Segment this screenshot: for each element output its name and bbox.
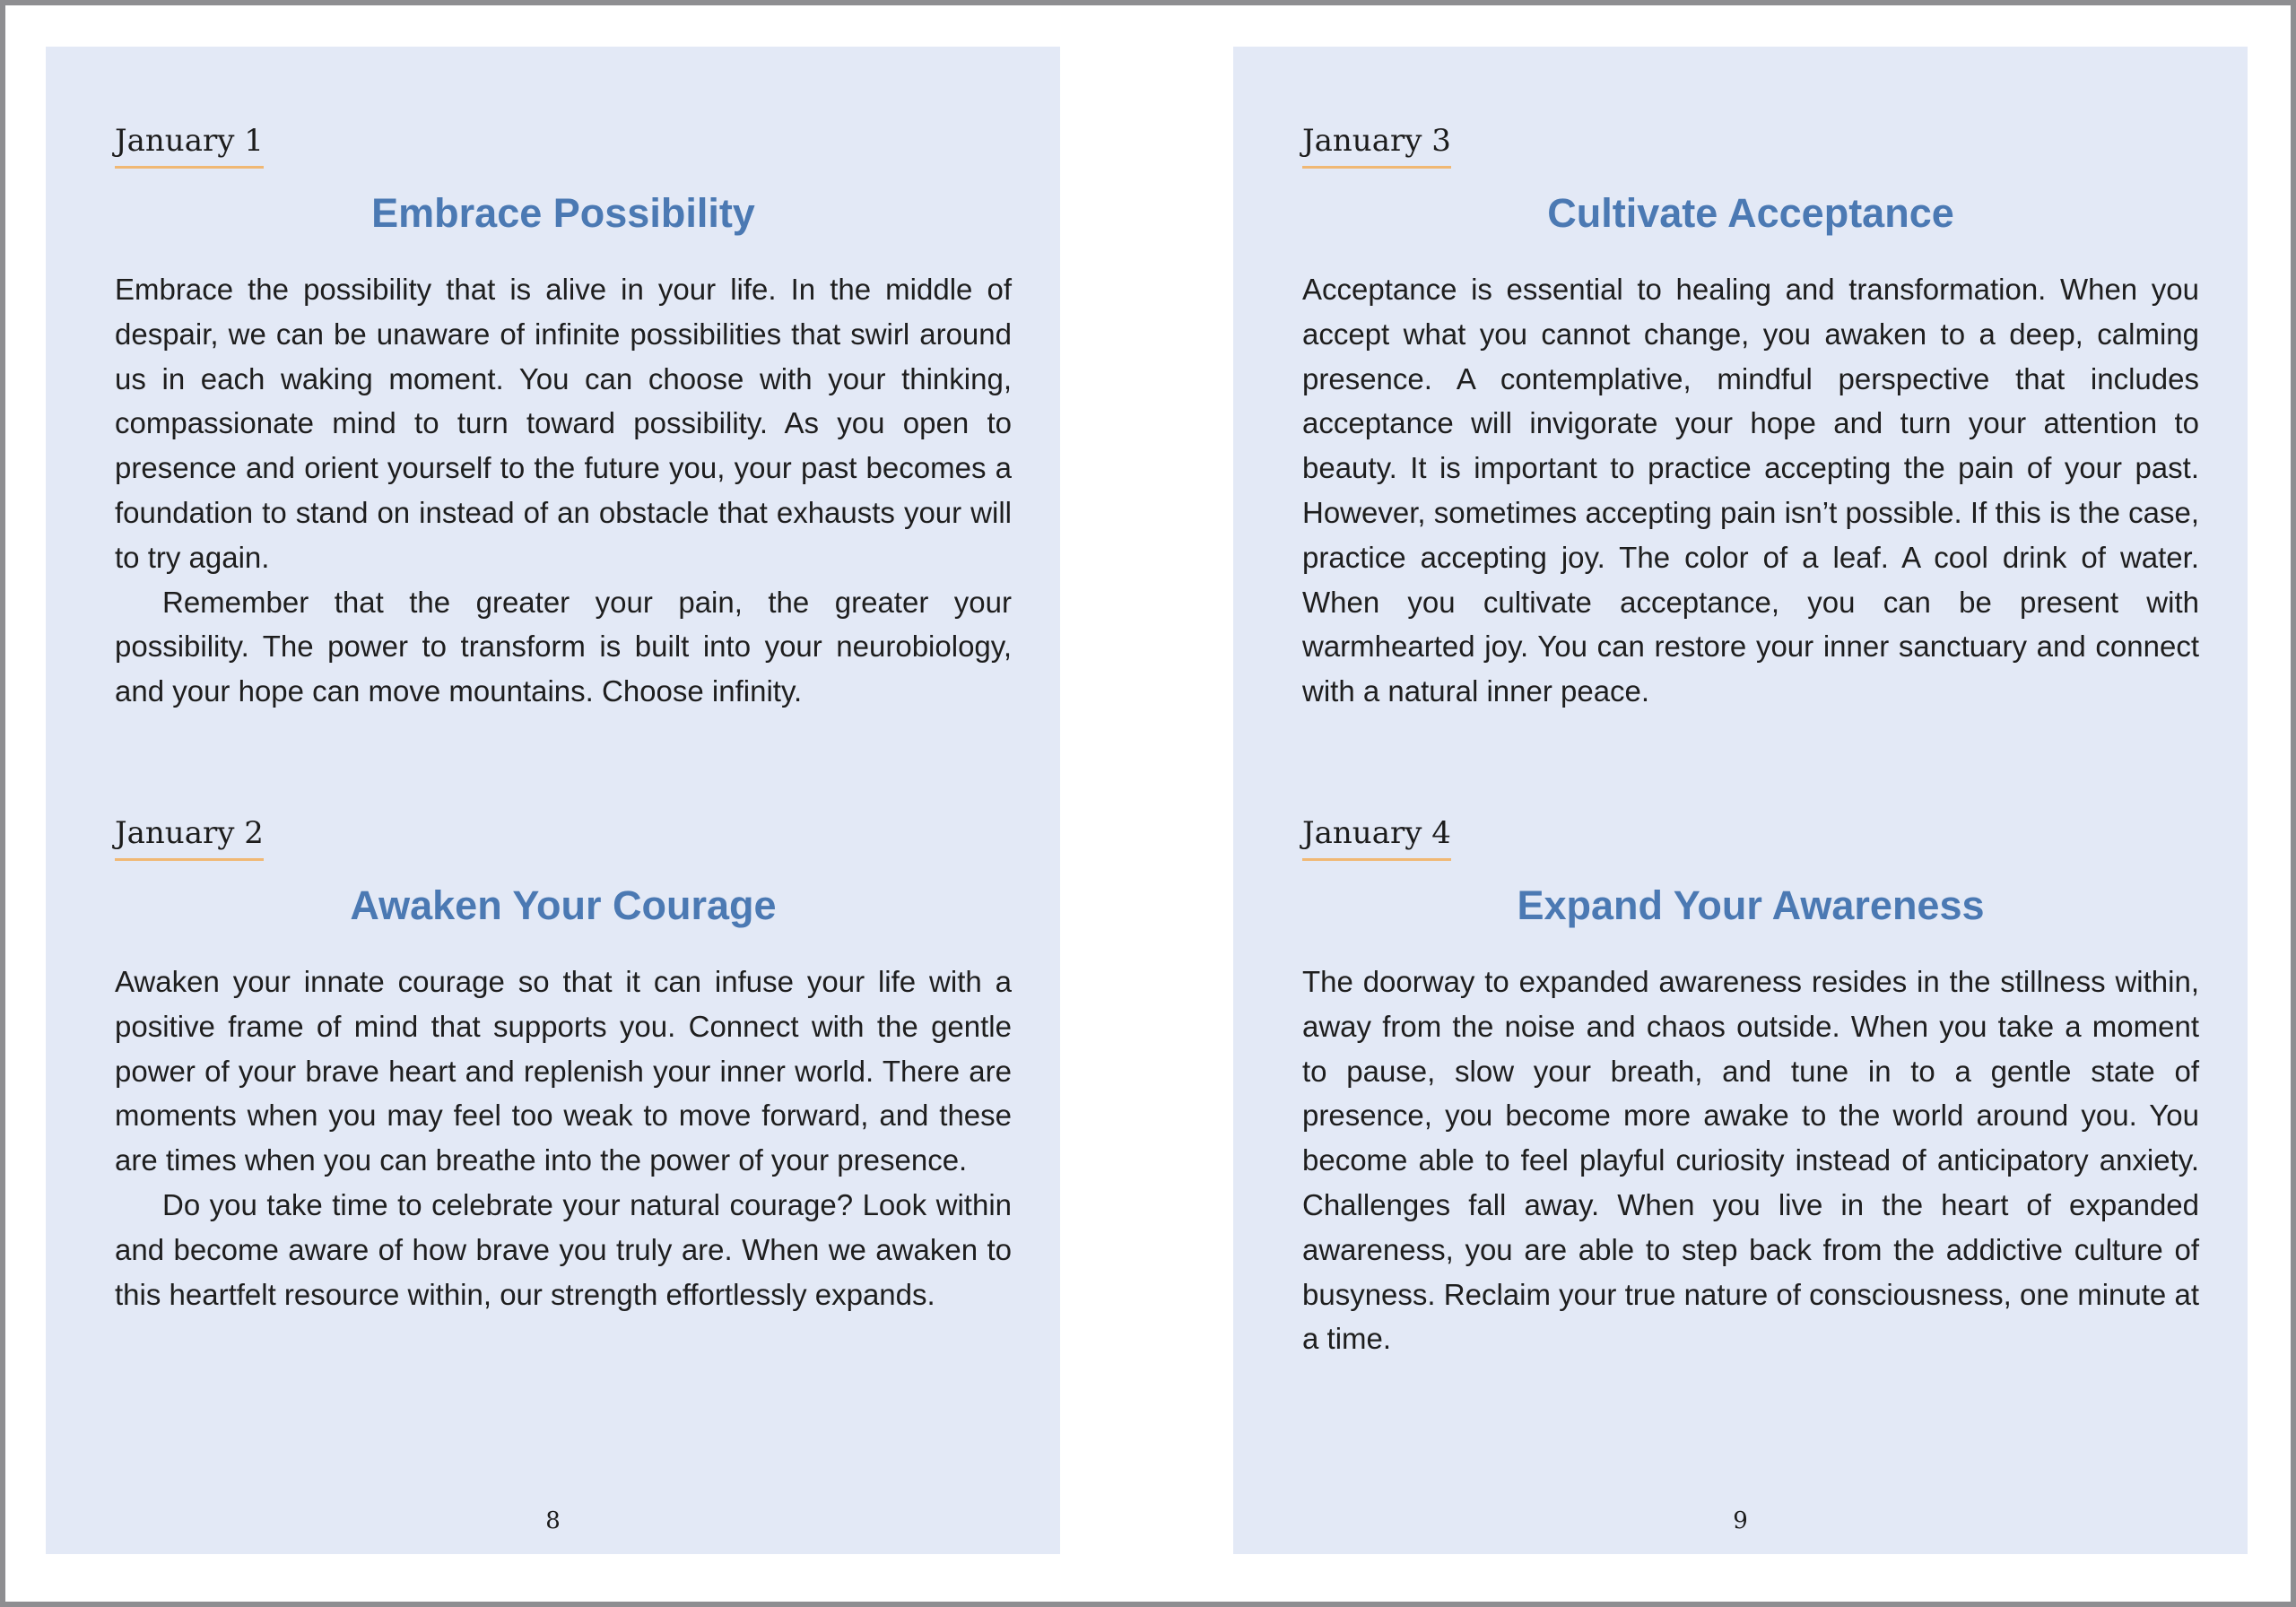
entry-body [115,267,1012,714]
entry-january-4 [1302,810,2199,1361]
entry-paragraph: Acceptance is essential to healing and transformation. When you accept what you cannot change, you awaken to a deep, calming presence. A contemplative, mindful perspective that includes acceptance will invigorate your hope and turn your attention to beauty. It is important to practice accepting the pain of your past. However, sometimes accepting pain isn’t possible. If this is the case, practice accepting joy. The color of a leaf. A cool drink of water. When you cultivate acceptance, you can be present with warmhearted joy. You can restore your inner sanctuary and connect with a natural inner peace. [1302,273,2199,708]
entry-paragraph: Awaken your innate courage so that it can infuse your life with a positive frame of mind that supports you. Connect with the gentle power of your brave heart and replenish your inner world. There are moments when you may feel too weak to move forward, and these are times when you can breathe into the power of your presence. [115,965,1012,1177]
right-page [1233,47,2248,1554]
entry-title: Awaken Your Courage [350,882,777,928]
entry-title: Expand Your Awareness [1517,882,1985,928]
entry-paragraph: The doorway to expanded awareness resides in the stillness within, away from the noise and chaos outside. When you take a moment to pause, slow your breath, and tune in to a gentle state of presence, you become more awake to the world around you. You become able to feel playful curiosity instead of anticipatory anxiety. Challenges fall away. When you live in the heart of expanded awareness, you are able to step back from the addictive culture of busyness. Reclaim your true nature of consciousness, one minute at a time. [1302,965,2199,1356]
entry-body [1302,267,2199,714]
entry-title: Embrace Possibility [371,190,755,236]
entry-date: January 2 [115,810,264,861]
left-page [46,47,1060,1554]
entry-date: January 3 [1302,117,1451,169]
entry-paragraph: Embrace the possibility that is alive in your life. In the middle of despair, we can be unaware of infinite possibilities that swirl around us in each waking moment. You can choose with your thinking, compassionate mind to turn toward possibility. As you open to presence and orient yourself to the future you, your past becomes a foundation to stand on instead of an obstacle that exhausts your will to try again. [115,273,1012,574]
entry-paragraph: Remember that the greater your pain, the greater your possibility. The power to transform is built into your neurobiology, and your hope can move mountains. Choose infinity. [115,585,1012,708]
entry-body [115,960,1012,1316]
page-number: 8 [545,1507,561,1534]
entry-body [1302,960,2199,1361]
entry-january-2 [115,810,1012,1316]
entry-date: January 1 [115,117,264,169]
entry-paragraph: Do you take time to celebrate your natural courage? Look within and become aware of how brave you truly are. When we awaken to this heartfelt resource within, our strength effortlessly expands. [115,1187,1012,1311]
page-number: 9 [1733,1507,1748,1534]
entry-january-3 [1302,117,2199,714]
entry-title: Cultivate Acceptance [1547,190,1954,236]
entry-january-1 [115,117,1012,714]
entry-date: January 4 [1302,810,1451,861]
